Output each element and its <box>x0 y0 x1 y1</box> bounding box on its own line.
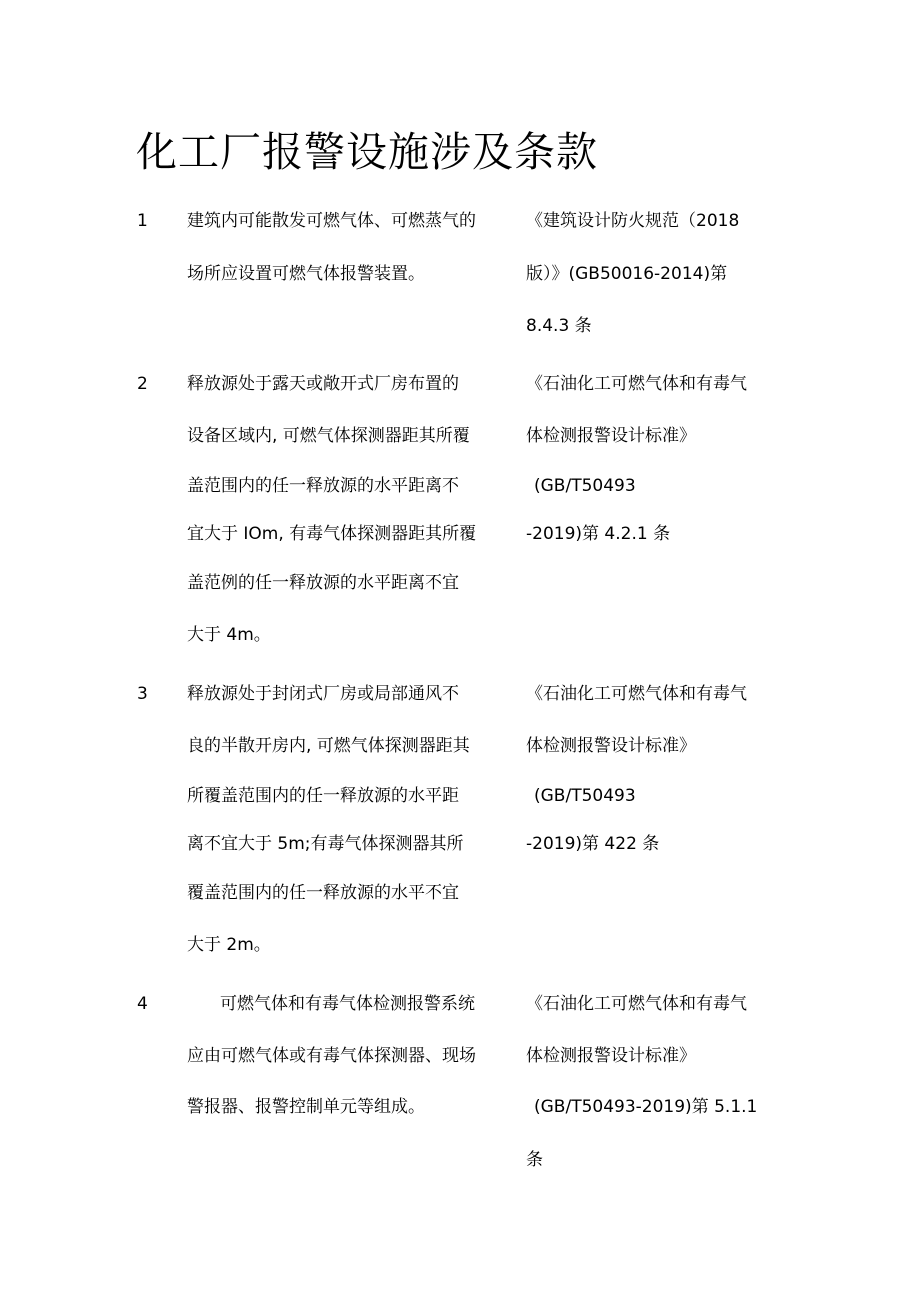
clause-4-description-line-2: 应由可燃气体或有毒气体探测器、现场 <box>187 1046 476 1066</box>
clause-4-description-line-1: 可燃气体和有毒气体检测报警系统 <box>220 994 475 1014</box>
clause-2-reference-line-3: (GB/T50493 <box>534 476 636 496</box>
clause-4-reference-line-3: (GB/T50493-2019)第 5.1.1 <box>534 1097 758 1117</box>
clause-3-reference-line-3: (GB/T50493 <box>534 786 636 806</box>
clause-4-reference-line-2: 体检测报警设计标准》 <box>526 1046 696 1066</box>
clause-3-description-line-1: 释放源处于封闭式厂房或局部通风不 <box>187 684 459 704</box>
clause-3-description-line-2: 良的半散开房内, 可燃气体探测器距其 <box>187 736 470 756</box>
clause-2-description-line-6: 大于 4m。 <box>187 625 271 645</box>
clause-3-description-line-5: 覆盖范围内的任一释放源的水平不宜 <box>187 883 459 903</box>
clause-3-reference-line-4: -2019)第 422 条 <box>526 834 660 854</box>
clause-4-reference-line-4: 条 <box>526 1150 543 1170</box>
clause-2-description-line-4: 宜大于 IOm, 有毒气体探测器距其所覆 <box>187 524 477 544</box>
clause-2-reference-line-4: -2019)第 4.2.1 条 <box>526 524 671 544</box>
clause-2-description-line-3: 盖范围内的任一释放源的水平距离不 <box>187 476 459 496</box>
clause-2-description-line-5: 盖范例的任一释放源的水平距离不宜 <box>187 573 459 593</box>
clause-3-description-line-4: 离不宜大于 5m;有毒气体探测器其所 <box>187 834 464 854</box>
clause-2-description-line-1: 释放源处于露天或敞开式厂房布置的 <box>187 374 459 394</box>
clause-3-reference-line-1: 《石油化工可燃气体和有毒气 <box>526 684 747 704</box>
clause-1-description-line-2: 场所应设置可燃气体报警装置。 <box>187 264 425 284</box>
clause-1-reference-line-1: 《建筑设计防火规范（2018 <box>526 211 740 231</box>
clause-1-reference-line-2: 版）》(GB50016-2014)第 <box>526 264 728 284</box>
clause-4-description-line-3: 警报器、报警控制单元等组成。 <box>187 1097 425 1117</box>
clause-1-description-line-1: 建筑内可能散发可燃气体、可燃蒸气的 <box>187 211 476 231</box>
clause-1-reference-line-3: 8.4.3 条 <box>526 316 592 336</box>
clause-3-description-line-3: 所覆盖范围内的任一释放源的水平距 <box>187 786 459 806</box>
clause-2-reference-line-1: 《石油化工可燃气体和有毒气 <box>526 374 747 394</box>
clause-3-reference-line-2: 体检测报警设计标准》 <box>526 736 696 756</box>
clause-4-reference-line-1: 《石油化工可燃气体和有毒气 <box>526 994 747 1014</box>
clause-2-number: 2 <box>137 374 148 394</box>
document-title: 化工厂报警设施涉及条款 <box>136 128 598 176</box>
clause-1-number: 1 <box>137 211 148 231</box>
clause-2-reference-line-2: 体检测报警设计标准》 <box>526 426 696 446</box>
clause-3-description-line-6: 大于 2m。 <box>187 935 271 955</box>
clause-3-number: 3 <box>137 684 148 704</box>
clause-4-number: 4 <box>137 994 148 1014</box>
clause-2-description-line-2: 设备区域内, 可燃气体探测器距其所覆 <box>187 426 470 446</box>
